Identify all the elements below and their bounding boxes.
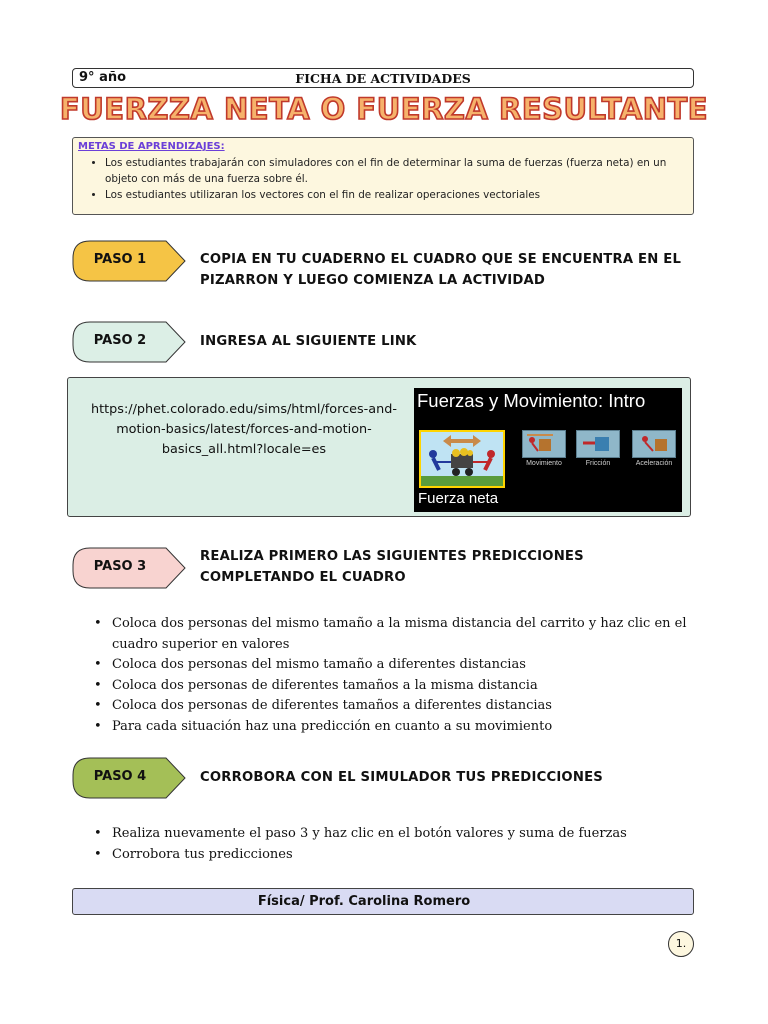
link-line[interactable]: motion-basics/latest/forces-and-motion- <box>116 422 372 437</box>
header-bar <box>72 68 694 88</box>
cart-load-3 <box>467 450 473 456</box>
cart-wheel-right <box>465 468 473 476</box>
step-1-line: PIZARRON Y LUEGO COMIENZA LA ACTIVIDAD <box>200 273 546 288</box>
motion-pusher-head <box>529 437 535 443</box>
friction-screen-thumb <box>576 430 620 458</box>
step-2-instruction <box>200 331 416 352</box>
link-line[interactable]: basics_all.html?locale=es <box>161 442 327 457</box>
link-panel <box>67 377 691 517</box>
cart-load-2 <box>460 448 468 456</box>
motion-screen-label: Movimiento <box>526 460 562 467</box>
prediction-item: • Coloca dos personas del mismo tamaño a la misma distancia del carrito y haz clic en el cuadro superior en valores <box>72 614 692 655</box>
step-4-label: PASO 4 <box>93 769 147 784</box>
simulator-link[interactable] <box>74 400 414 460</box>
net-force-illustration-icon <box>421 432 503 486</box>
left-puller-head <box>429 450 437 458</box>
left-puller-body <box>433 458 439 470</box>
step-1-badge <box>72 240 186 282</box>
simulator-thumbnail <box>414 388 682 512</box>
prediction-item: • Para cada situación haz una predicción en cuanto a su movimiento <box>72 717 692 738</box>
step-3-line: REALIZA PRIMERO LAS SIGUIENTES PREDICCIONES <box>200 549 584 564</box>
step-3-label: PASO 3 <box>93 559 147 574</box>
step-4-instruction <box>200 767 603 788</box>
step-2-badge <box>72 321 186 363</box>
step-3-line: COMPLETANDO EL CUADRO <box>200 570 406 585</box>
sheet-type-label: FICHA DE ACTIVIDADES <box>295 71 471 86</box>
verify-item: • Corrobora tus predicciones <box>72 845 692 866</box>
step-3-instruction <box>200 546 584 588</box>
motion-crate <box>539 439 551 451</box>
prediction-item: • Coloca dos personas de diferentes tamaños a diferentes distancias <box>72 696 692 717</box>
step-4-badge <box>72 757 186 799</box>
verify-item: • Realiza nuevamente el paso 3 y haz clic en el botón valores y suma de fuerzas <box>72 824 692 845</box>
step-1-instruction <box>200 249 681 291</box>
step-2-line: INGRESA AL SIGUIENTE LINK <box>200 334 417 349</box>
prediction-item: • Coloca dos personas de diferentes tamaños a la misma distancia <box>72 676 692 697</box>
predictions-list <box>72 614 692 737</box>
learning-goal-item: • Los estudiantes utilizaran los vectores con el fin de realizar operaciones vectoriales <box>105 187 695 203</box>
friction-screen-label: Fricción <box>585 460 611 467</box>
acceleration-pusher-body <box>645 442 653 451</box>
prediction-item: • Coloca dos personas del mismo tamaño a diferentes distancias <box>72 655 692 676</box>
acceleration-pusher-head <box>642 436 648 442</box>
friction-illustration-icon <box>577 431 619 457</box>
net-force-arrow-right-head <box>473 435 481 447</box>
acceleration-screen-thumb <box>632 430 676 458</box>
net-force-screen-label: Fuerza neta <box>418 490 499 507</box>
page-title: FUERZZA NETA O FUERZA RESULTANTE <box>59 92 709 126</box>
page-number: 1. <box>668 931 694 957</box>
footer-bar <box>72 888 694 915</box>
acceleration-illustration-icon <box>633 431 675 457</box>
right-puller-body <box>485 458 491 470</box>
motion-illustration-icon <box>523 431 565 457</box>
link-line[interactable]: https://phet.colorado.edu/sims/html/forces-and- <box>91 402 397 417</box>
grade-label: 9° año <box>79 70 127 85</box>
learning-goal-item: • Los estudiantes trabajarán con simuladores con el fin de determinar la suma de fuerzas (fuerza neta) en un objeto con más de una fuerza sobre él. <box>105 155 695 187</box>
motion-screen-thumb <box>522 430 566 458</box>
footer-credit: Física/ Prof. Carolina Romero <box>257 894 471 909</box>
net-force-ground <box>421 476 503 486</box>
net-force-screen-thumb <box>419 430 505 488</box>
step-1-line: COPIA EN TU CUADERNO EL CUADRO QUE SE ENCUENTRA EN EL <box>200 252 682 267</box>
step-2-label: PASO 2 <box>93 333 147 348</box>
learning-goals-box <box>72 137 694 215</box>
learning-goals-heading: METAS DE APRENDIZAJES: <box>78 141 225 152</box>
step-3-badge <box>72 547 186 589</box>
friction-block <box>595 437 609 451</box>
acceleration-crate <box>655 439 667 451</box>
cart-wheel-left <box>452 468 460 476</box>
simulator-title: Fuerzas y Movimiento: Intro <box>417 390 646 411</box>
learning-goals-list <box>93 155 695 203</box>
step-4-line: CORROBORA CON EL SIMULADOR TUS PREDICCIONES <box>200 770 603 785</box>
cart-load-1 <box>452 449 460 457</box>
verify-list <box>72 824 692 865</box>
motion-pusher-body <box>532 443 538 451</box>
step-1-label: PASO 1 <box>93 252 147 267</box>
acceleration-screen-label: Aceleración <box>635 460 673 467</box>
net-force-arrow-left-head <box>443 435 451 447</box>
right-puller-head <box>487 450 495 458</box>
